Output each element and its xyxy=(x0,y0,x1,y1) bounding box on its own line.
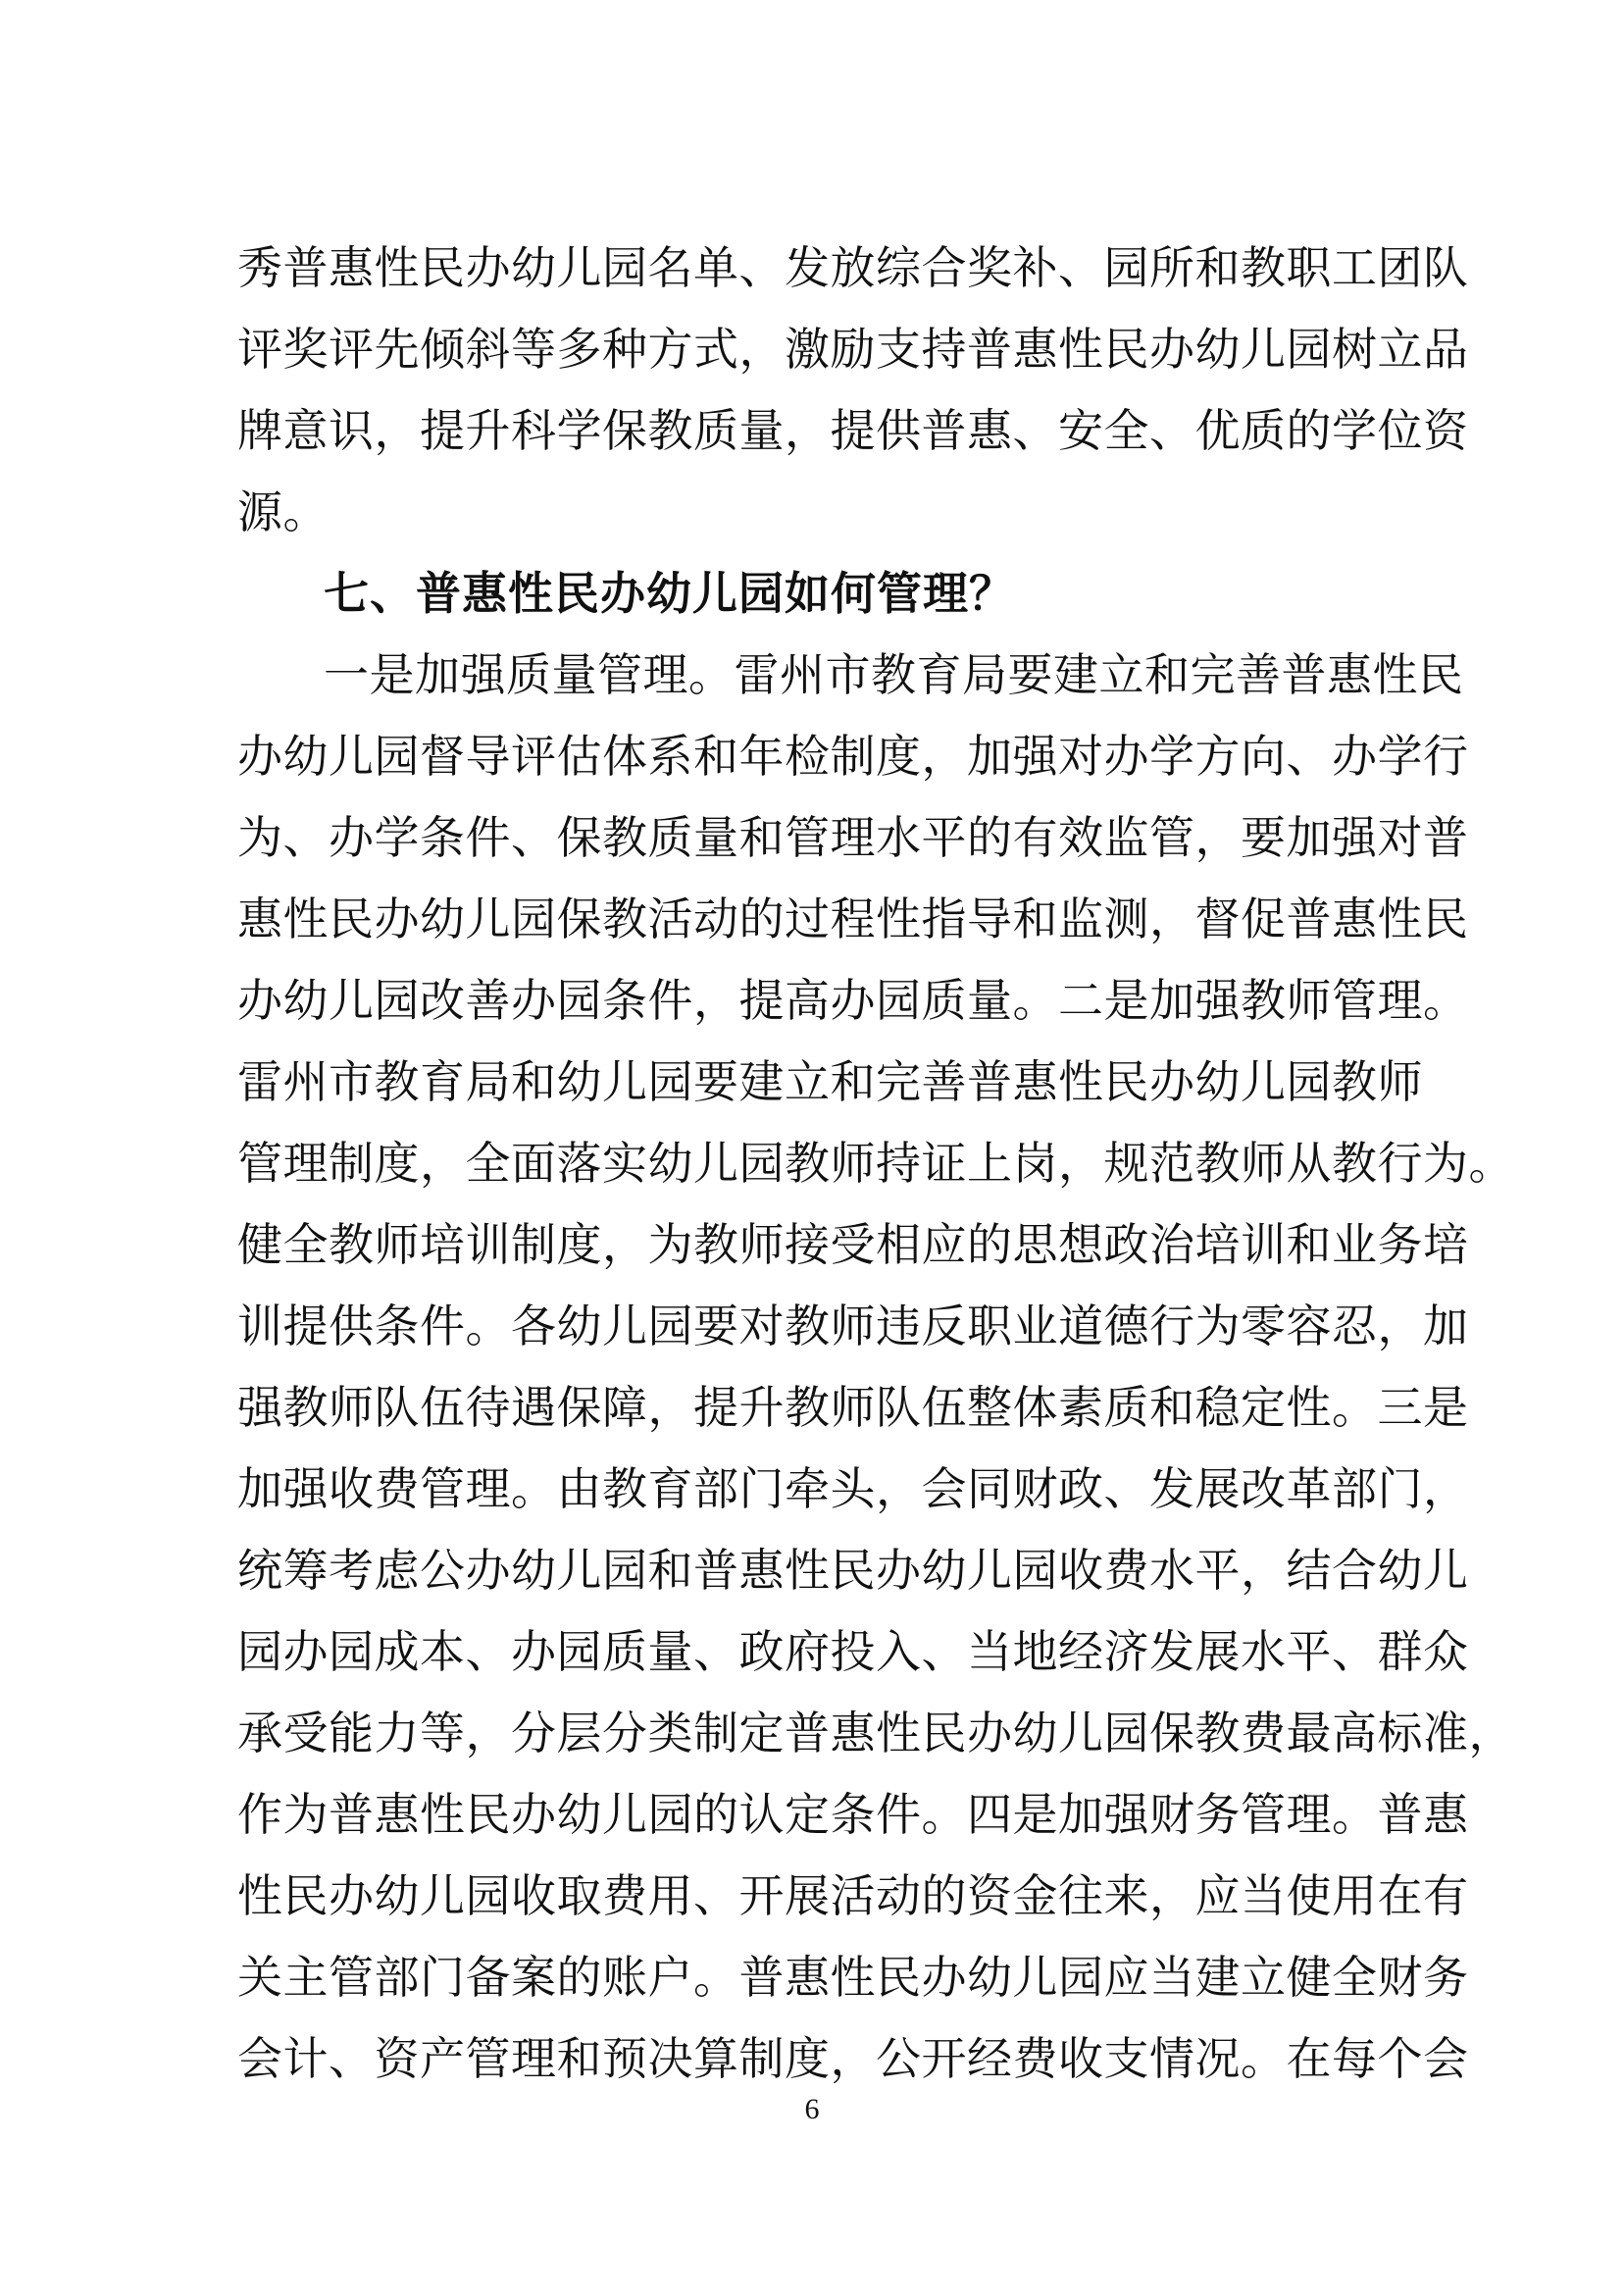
paragraph-line: 加强收费管理。由教育部门牵头，会同财政、发展改革部门， xyxy=(237,1462,1469,1515)
paragraph-line: 办幼儿园改善办园条件，提高办园质量。二是加强教师管理。 xyxy=(237,974,1469,1027)
paragraph-line: 强教师队伍待遇保障，提升教师队伍整体素质和稳定性。三是 xyxy=(237,1381,1469,1434)
paragraph-line: 性民办幼儿园收取费用、开展活动的资金往来，应当使用在有 xyxy=(237,1869,1469,1922)
paragraph-line: 管理制度，全面落实幼儿园教师持证上岗，规范教师从教行为。 xyxy=(237,1137,1514,1190)
paragraph-line: 评奖评先倾斜等多种方式，激励支持普惠性民办幼儿园树立品 xyxy=(237,323,1469,376)
paragraph-line: 雷州市教育局和幼儿园要建立和完善普惠性民办幼儿园教师 xyxy=(237,1055,1423,1108)
section-heading: 七、普惠性民办幼儿园如何管理？ xyxy=(324,567,1015,620)
paragraph-line: 源。 xyxy=(237,485,329,538)
paragraph-line: 训提供条件。各幼儿园要对教师违反职业道德行为零容忍，加 xyxy=(237,1300,1469,1352)
page-number: 6 xyxy=(804,2093,820,2125)
paragraph-line: 秀普惠性民办幼儿园名单、发放综合奖补、园所和教职工团队 xyxy=(237,241,1469,294)
paragraph-line: 为、办学条件、保教质量和管理水平的有效监管，要加强对普 xyxy=(237,811,1469,864)
paragraph-line: 作为普惠性民办幼儿园的认定条件。四是加强财务管理。普惠 xyxy=(237,1788,1469,1841)
paragraph-line: 一是加强质量管理。雷州市教育局要建立和完善普惠性民 xyxy=(324,648,1464,701)
paragraph-line: 承受能力等，分层分类制定普惠性民办幼儿园保教费最高标准， xyxy=(237,1707,1514,1759)
paragraph-line: 会计、资产管理和预决算制度，公开经费收支情况。在每个会 xyxy=(237,2032,1469,2085)
paragraph-line: 关主管部门备案的账户。普惠性民办幼儿园应当建立健全财务 xyxy=(237,1951,1469,2004)
paragraph-line: 园办园成本、办园质量、政府投入、当地经济发展水平、群众 xyxy=(237,1625,1469,1678)
paragraph-line: 惠性民办幼儿园保教活动的过程性指导和监测，督促普惠性民 xyxy=(237,892,1469,945)
paragraph-line: 牌意识，提升科学保教质量，提供普惠、安全、优质的学位资 xyxy=(237,404,1469,457)
paragraph-line: 统筹考虑公办幼儿园和普惠性民办幼儿园收费水平，结合幼儿 xyxy=(237,1544,1469,1597)
paragraph-line: 办幼儿园督导评估体系和年检制度，加强对办学方向、办学行 xyxy=(237,730,1469,783)
paragraph-line: 健全教师培训制度，为教师接受相应的思想政治培训和业务培 xyxy=(237,1218,1469,1271)
